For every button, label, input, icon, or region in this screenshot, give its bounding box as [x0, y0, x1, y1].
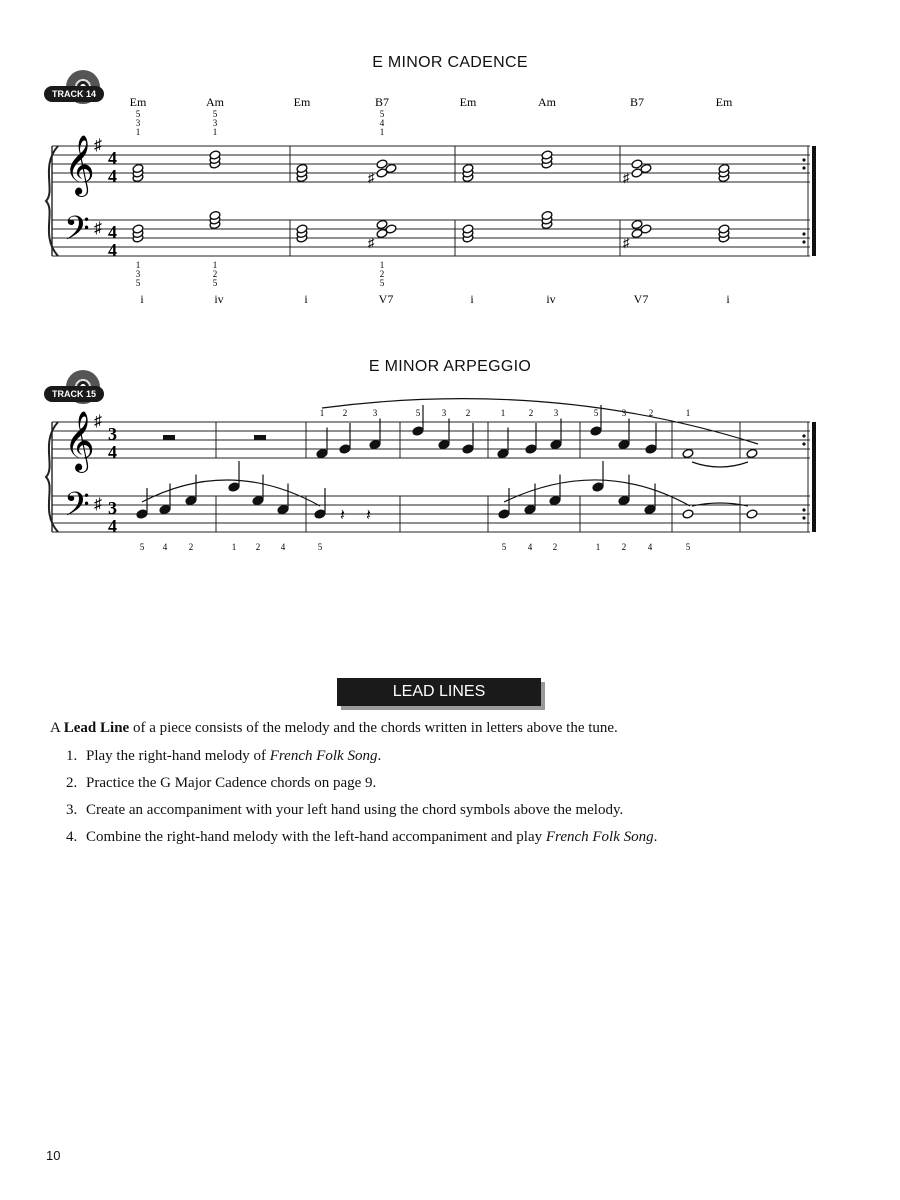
fingering: 3 [621, 408, 627, 418]
step-text: Create an accompaniment with your left hand using the chord symbols above the melody. [86, 802, 624, 818]
sharp-accidental: ♯ [623, 170, 630, 185]
note-head [644, 504, 656, 514]
fingering: 5 [135, 109, 141, 119]
fingering: 5 [501, 542, 507, 552]
treble-clef-icon: 𝄞 [64, 411, 95, 471]
key-signature-sharp: ♯ [94, 496, 102, 513]
fingering: 2 [342, 408, 348, 418]
fingering: 3 [553, 408, 559, 418]
fingering: 2 [621, 542, 627, 552]
note-head [314, 509, 326, 519]
time-signature-bottom: 4 [108, 240, 117, 260]
note-head [645, 444, 657, 454]
whole-rest [254, 435, 266, 440]
note-head [462, 444, 474, 454]
sharp-accidental: ♯ [368, 235, 375, 250]
fingering: 2 [379, 269, 385, 279]
phrase-slur [319, 399, 758, 444]
chord-symbol: Em [715, 95, 733, 109]
roman-numeral: V7 [378, 292, 394, 306]
chord-symbol: Am [206, 95, 224, 109]
roman-numeral: V7 [633, 292, 649, 306]
fingering: 1 [595, 542, 601, 552]
chord-symbol: Am [538, 95, 556, 109]
fingering: 1 [212, 260, 218, 270]
step-text-end: . [653, 829, 658, 845]
lead-lines-heading: LEAD LINES [337, 678, 541, 706]
chord-symbol: B7 [374, 95, 390, 109]
repeat-dot [802, 508, 805, 511]
note-head [592, 482, 604, 492]
note-head [524, 504, 536, 514]
fingering: 4 [280, 542, 286, 552]
arpeggio-score [0, 0, 900, 580]
arpeggio-title: E MINOR ARPEGGIO [368, 358, 532, 375]
note-head [746, 509, 758, 519]
step-text: Practice the G Major Cadence chords on page 9. [86, 775, 377, 791]
chord-symbol: Em [293, 95, 311, 109]
fingering: 1 [500, 408, 506, 418]
step-italic: French Folk Song [269, 748, 378, 764]
fingering: 1 [135, 127, 141, 137]
note-head [369, 439, 381, 449]
note-head [277, 504, 289, 514]
fingering: 2 [552, 542, 558, 552]
cadence-title: E MINOR CADENCE [372, 54, 528, 71]
step-number: 2. [66, 775, 78, 791]
quarter-rest-icon: 𝄽 [340, 507, 345, 524]
time-signature-bottom: 4 [108, 442, 117, 462]
roman-numeral: i [304, 292, 308, 306]
chord-symbol: Em [129, 95, 147, 109]
time-signature-bottom: 4 [108, 516, 117, 536]
note-head [550, 439, 562, 449]
step-number: 1. [66, 748, 78, 764]
track-label: TRACK 14 [44, 86, 104, 102]
fingering: 1 [319, 408, 325, 418]
list-item [66, 748, 657, 775]
page-number: 10 [46, 1148, 61, 1163]
chord-symbol: Em [459, 95, 477, 109]
time-signature-top: 3 [108, 498, 117, 518]
fingering: 2 [465, 408, 471, 418]
key-signature-sharp: ♯ [94, 413, 102, 430]
track-label: TRACK 15 [44, 386, 104, 402]
note-head [618, 495, 630, 505]
bass-clef-icon: 𝄢 [64, 210, 90, 256]
note-head [136, 509, 148, 519]
note-head [746, 448, 758, 458]
roman-numeral: i [470, 292, 474, 306]
fingering: 2 [212, 269, 218, 279]
fingering: 1 [231, 542, 237, 552]
fingering: 2 [255, 542, 261, 552]
sharp-accidental: ♯ [368, 170, 375, 185]
fingering: 1 [379, 127, 385, 137]
step-text-end: . [377, 748, 382, 764]
lead-lines-intro [50, 720, 618, 737]
chord-symbol: B7 [629, 95, 645, 109]
note-head [682, 509, 694, 519]
fingering: 1 [212, 127, 218, 137]
fingering: 1 [135, 260, 141, 270]
fingering: 4 [647, 542, 653, 552]
fingering: 3 [135, 269, 141, 279]
fingering: 1 [379, 260, 385, 270]
roman-numeral: i [140, 292, 144, 306]
note-head [228, 482, 240, 492]
step-number: 4. [66, 829, 78, 845]
note-head [339, 444, 351, 454]
note-head [185, 495, 197, 505]
fingering: 5 [415, 408, 421, 418]
time-signature-bottom: 4 [108, 166, 117, 186]
note-head [498, 509, 510, 519]
quarter-rest-icon: 𝄽 [366, 507, 371, 524]
tie [692, 462, 748, 467]
fingering: 5 [212, 109, 218, 119]
fingering: 5 [593, 408, 599, 418]
steps-list [66, 748, 657, 856]
note-head [412, 426, 424, 436]
fingering: 2 [528, 408, 534, 418]
note-head [549, 495, 561, 505]
time-signature-top: 3 [108, 424, 117, 444]
repeat-dot [802, 442, 805, 445]
roman-numeral: iv [214, 292, 224, 306]
fingering: 5 [139, 542, 145, 552]
fingering: 3 [441, 408, 447, 418]
step-text: Combine the right-hand melody with the left-hand accompaniment and play [86, 829, 546, 845]
fingering: 2 [648, 408, 654, 418]
note-head [525, 444, 537, 454]
fingering: 4 [162, 542, 168, 552]
roman-numeral: iv [546, 292, 556, 306]
repeat-dot [802, 516, 805, 519]
intro-text: of a piece consists of the melody and the chords written in letters above the tune. [129, 720, 618, 736]
fingering: 4 [527, 542, 533, 552]
note-head [252, 495, 264, 505]
fingering: 5 [379, 278, 385, 288]
bass-clef-icon: 𝄢 [64, 486, 90, 532]
note-head [590, 426, 602, 436]
note-head [438, 439, 450, 449]
note-head [682, 448, 694, 458]
step-text: Play the right-hand melody of [86, 748, 270, 764]
intro-bold-term: Lead Line [63, 720, 130, 736]
intro-prefix: A [50, 720, 64, 736]
sharp-accidental: ♯ [623, 235, 630, 250]
note-head [618, 439, 630, 449]
list-item [66, 829, 657, 856]
step-number: 3. [66, 802, 78, 818]
time-signature-top: 4 [108, 148, 117, 168]
fingering: 3 [135, 118, 141, 128]
fingering: 2 [188, 542, 194, 552]
time-signature-top: 4 [108, 222, 117, 242]
key-signature-sharp: ♯ [94, 137, 102, 154]
whole-rest [163, 435, 175, 440]
step-italic: French Folk Song [545, 829, 654, 845]
fingering: 1 [685, 408, 691, 418]
key-signature-sharp: ♯ [94, 220, 102, 237]
fingering: 3 [372, 408, 378, 418]
roman-numeral: i [726, 292, 730, 306]
final-barline [812, 422, 816, 532]
list-item [66, 802, 657, 829]
fingering: 5 [685, 542, 691, 552]
repeat-dot [802, 434, 805, 437]
fingering: 4 [379, 118, 385, 128]
fingering: 5 [317, 542, 323, 552]
treble-clef-icon: 𝄞 [64, 135, 95, 195]
list-item [66, 775, 657, 802]
fingering: 3 [212, 118, 218, 128]
note-head [316, 448, 328, 458]
fingering: 5 [212, 278, 218, 288]
fingering: 5 [135, 278, 141, 288]
note-head [497, 448, 509, 458]
note-head [159, 504, 171, 514]
fingering: 5 [379, 109, 385, 119]
